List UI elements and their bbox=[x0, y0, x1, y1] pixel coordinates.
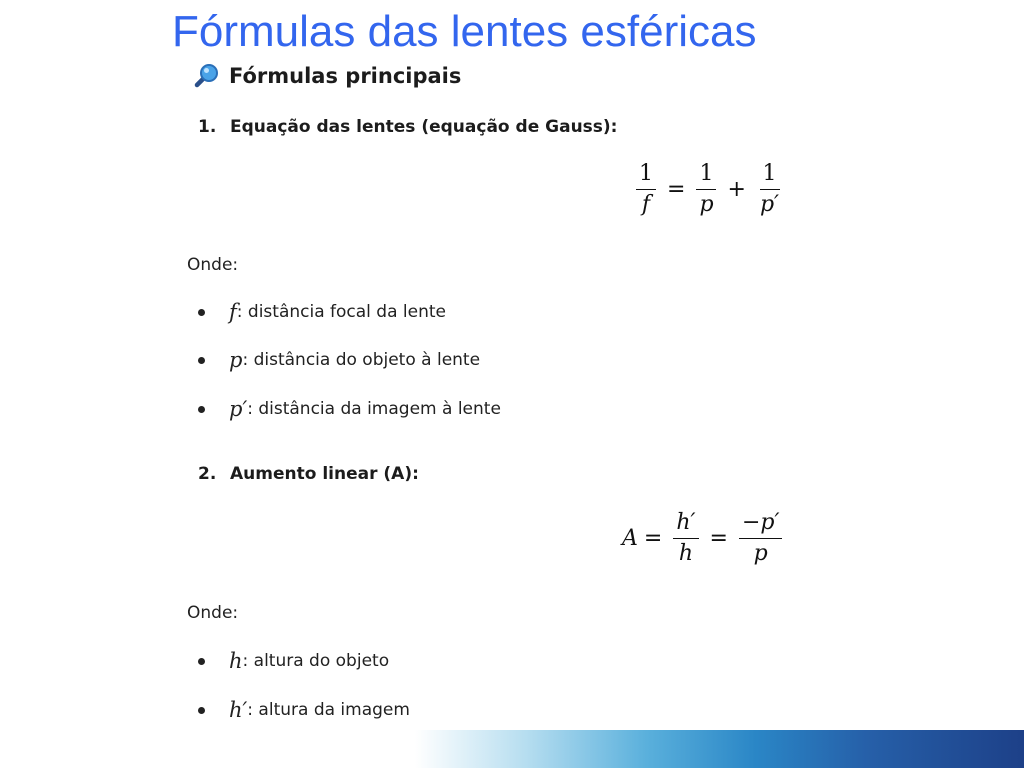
gauss-equation bbox=[631, 162, 787, 217]
gauss-lhs-denominator: f bbox=[641, 192, 651, 217]
definition-item bbox=[198, 647, 389, 675]
magnification-equals-2: = bbox=[709, 526, 728, 551]
item-2-title: Aumento linear (A): bbox=[230, 464, 419, 484]
item-2-heading bbox=[198, 461, 419, 487]
gauss-term2-fraction bbox=[757, 162, 782, 217]
definition-text: : distância focal da lente bbox=[236, 302, 447, 322]
bullet-dot bbox=[198, 309, 205, 316]
footer-gradient-band bbox=[415, 730, 1024, 768]
gauss-term2-numerator: 1 bbox=[760, 162, 780, 190]
item-1-title: Equação das lentes (equação de Gauss): bbox=[230, 117, 618, 137]
gauss-term2-denominator: p′ bbox=[759, 192, 780, 217]
magnification-fraction-2-numerator: −p′ bbox=[739, 511, 783, 539]
magnification-fraction-1-numerator: h′ bbox=[673, 511, 698, 539]
definition-item bbox=[198, 298, 446, 326]
gauss-term1-fraction bbox=[696, 162, 716, 217]
definition-item bbox=[198, 696, 410, 724]
magnification-fraction-2 bbox=[739, 511, 783, 566]
definition-text: : altura da imagem bbox=[247, 700, 410, 720]
magnification-fraction-1-denominator: h bbox=[678, 541, 693, 566]
slide-title: Fórmulas das lentes esféricas bbox=[172, 7, 757, 56]
magnification-equation bbox=[622, 511, 787, 566]
bullet-dot bbox=[198, 707, 205, 714]
magnification-equals-1: = bbox=[643, 526, 663, 551]
bullet-dot bbox=[198, 357, 205, 364]
definition-symbol: h′ bbox=[229, 698, 248, 722]
magnification-fraction-2-denominator: p bbox=[753, 541, 768, 566]
gauss-lhs-fraction bbox=[636, 162, 656, 217]
gauss-term1-denominator: p bbox=[699, 192, 714, 217]
definition-symbol: p′ bbox=[229, 397, 248, 421]
bullet-dot bbox=[198, 658, 205, 665]
gauss-term1-numerator: 1 bbox=[696, 162, 716, 190]
definition-symbol: p bbox=[229, 348, 243, 372]
magnification-lhs: A bbox=[622, 526, 638, 551]
gauss-lhs-numerator: 1 bbox=[636, 162, 656, 190]
definition-item bbox=[198, 346, 480, 374]
gauss-plus: + bbox=[727, 177, 746, 202]
section-heading bbox=[193, 60, 461, 92]
definition-text: : altura do objeto bbox=[242, 651, 390, 671]
definition-symbol: f bbox=[229, 300, 237, 324]
item-2-number: 2. bbox=[198, 464, 217, 484]
section-title: Fórmulas principais bbox=[229, 64, 462, 88]
item-1-number: 1. bbox=[198, 117, 217, 137]
gauss-equals: = bbox=[667, 177, 686, 202]
bullet-dot bbox=[198, 406, 205, 413]
definition-symbol: h bbox=[229, 649, 243, 673]
definition-item bbox=[198, 395, 501, 423]
definition-text: : distância do objeto à lente bbox=[242, 350, 481, 370]
magnification-fraction-1 bbox=[673, 511, 698, 566]
item-1-heading bbox=[198, 114, 617, 140]
where-label-2: Onde: bbox=[187, 603, 239, 623]
where-label-1: Onde: bbox=[187, 255, 239, 275]
magnifying-glass-icon bbox=[193, 63, 219, 89]
definition-text: : distância da imagem à lente bbox=[247, 399, 501, 419]
